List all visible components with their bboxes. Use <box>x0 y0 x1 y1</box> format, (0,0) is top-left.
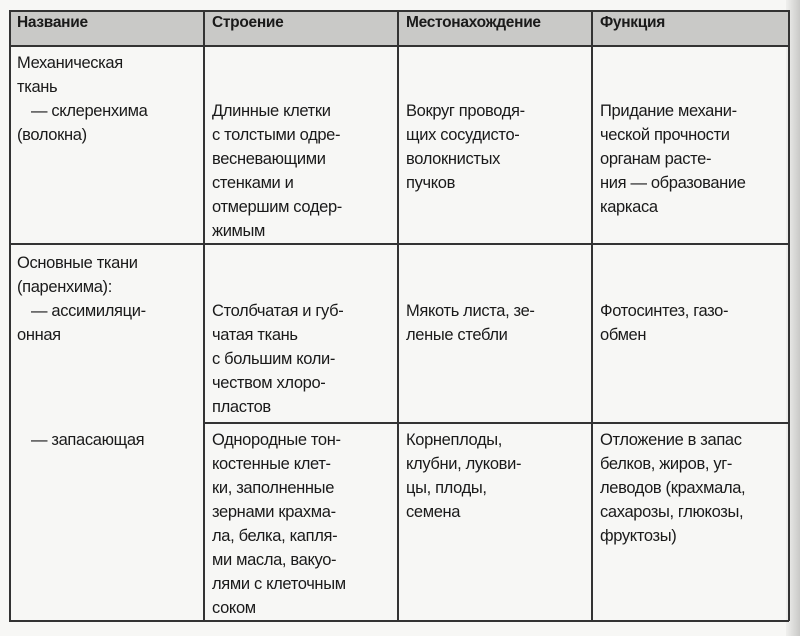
cell-line: пучков <box>406 174 456 192</box>
cell-line: обмен <box>600 326 647 344</box>
cell-line: Вокруг проводя- <box>406 102 525 120</box>
cell-line: (паренхима): <box>17 278 112 296</box>
cell-line: цы, плоды, <box>406 479 487 497</box>
cell-line: ния — образование <box>600 174 746 192</box>
cell-line: лями с клеточным <box>212 575 346 593</box>
cell-line: ткань <box>17 78 58 96</box>
border <box>9 243 789 245</box>
cell-line: Корнеплоды, <box>406 431 503 449</box>
cell-line: Столбчатая и губ- <box>212 302 344 320</box>
cell-line: органам расте- <box>600 150 712 168</box>
cell-line: отмершим содер- <box>212 198 342 216</box>
cell-function <box>600 428 745 548</box>
cell-line: клубни, лукови- <box>406 455 522 473</box>
cell-line: с большим коли- <box>212 350 336 368</box>
cell-name <box>17 251 146 347</box>
border <box>397 10 399 621</box>
cell-line: чатая ткань <box>212 326 298 344</box>
cell-line: Длинные клетки <box>212 102 331 120</box>
cell-location <box>406 99 525 195</box>
header-structure: Строение <box>212 14 284 31</box>
cell-line: ла, белка, капля- <box>212 527 338 545</box>
header-location: Местонахождение <box>406 14 541 31</box>
cell-line: белков, жиров, уг- <box>600 455 733 473</box>
border <box>9 620 789 622</box>
cell-line: — запасающая <box>31 431 145 449</box>
cell-function <box>600 99 746 219</box>
cell-line: леные стебли <box>406 326 508 344</box>
cell-location <box>406 299 535 347</box>
border <box>591 10 593 621</box>
cell-structure <box>212 99 342 243</box>
header-function: Функция <box>600 14 665 31</box>
cell-line: (волокна) <box>17 126 87 144</box>
border <box>788 10 790 621</box>
cell-line: зернами крахма- <box>212 503 336 521</box>
cell-line: Фотосинтез, газо- <box>600 302 729 320</box>
cell-line: фруктозы) <box>600 527 677 545</box>
cell-location <box>406 428 521 524</box>
border <box>203 422 789 424</box>
cell-line: ми масла, вакуо- <box>212 551 337 569</box>
cell-line: Мякоть листа, зе- <box>406 302 535 320</box>
cell-function <box>600 299 728 347</box>
cell-line: ческой прочности <box>600 126 730 144</box>
cell-name <box>17 428 144 452</box>
cell-structure <box>212 299 343 419</box>
border <box>9 10 11 621</box>
cell-line: жимым <box>212 222 266 240</box>
cell-line: костенные клет- <box>212 455 331 473</box>
table-header <box>9 10 788 45</box>
cell-line: Придание механи- <box>600 102 737 120</box>
header-name: Название <box>17 14 88 31</box>
cell-line: щих сосудисто- <box>406 126 520 144</box>
cell-line: ки, заполненные <box>212 479 335 497</box>
cell-line: весневающими <box>212 150 326 168</box>
cell-line: семена <box>406 503 461 521</box>
cell-line: — ассимиляци- <box>31 302 146 320</box>
cell-line: — склеренхима <box>31 102 148 120</box>
cell-line: чеством хлоро- <box>212 374 326 392</box>
border <box>203 10 205 621</box>
border <box>9 10 789 12</box>
cell-line: сахарозы, глюкозы, <box>600 503 744 521</box>
cell-line: пластов <box>212 398 271 416</box>
cell-line: с толстыми одре- <box>212 126 341 144</box>
cell-line: леводов (крахмала, <box>600 479 746 497</box>
cell-line: Механическая <box>17 54 123 72</box>
cell-line: онная <box>17 326 61 344</box>
cell-structure <box>212 428 346 620</box>
cell-line: стенками и <box>212 174 294 192</box>
cell-line: каркаса <box>600 198 658 216</box>
cell-line: волокнистых <box>406 150 500 168</box>
cell-line: соком <box>212 599 256 617</box>
cell-line: Основные ткани <box>17 254 138 272</box>
cell-name <box>17 51 147 147</box>
border <box>9 45 789 47</box>
cell-line: Отложение в запас <box>600 431 742 449</box>
cell-line: Однородные тон- <box>212 431 341 449</box>
